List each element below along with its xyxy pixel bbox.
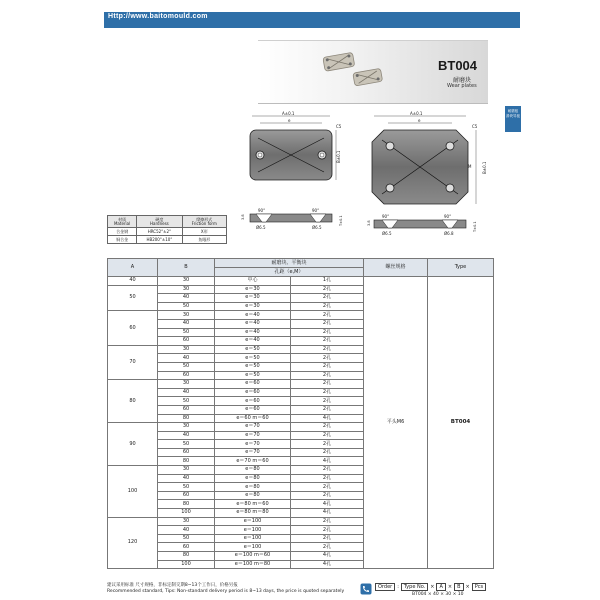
order-format xyxy=(375,583,486,591)
cell-hole-distance: e＝40 xyxy=(215,311,291,320)
cell-hole-distance: e＝50 xyxy=(215,354,291,363)
cell-hole-count: 2孔 xyxy=(291,397,364,406)
phone-icon[interactable] xyxy=(360,583,372,595)
cell-hole-distance: e＝80 m＝60 xyxy=(215,500,291,509)
cell-hole-count: 4孔 xyxy=(291,500,364,509)
header-a: A xyxy=(108,259,158,277)
spec-table xyxy=(107,258,494,569)
hardness-cell: HRC52°±2° xyxy=(137,228,182,236)
cell-b: 80 xyxy=(158,552,215,561)
cell-hole-distance: e＝70 xyxy=(215,431,291,440)
cell-b: 50 xyxy=(158,534,215,543)
cell-b: 80 xyxy=(158,457,215,466)
cell-hole-count: 2孔 xyxy=(291,362,364,371)
cell-hole-count: 2孔 xyxy=(291,311,364,320)
material-row xyxy=(108,228,227,236)
header-type: Type xyxy=(428,259,494,277)
cell-a: 70 xyxy=(108,345,158,379)
cell-hole-count: 1孔 xyxy=(291,277,364,286)
cell-hole-distance: e＝80 xyxy=(215,466,291,475)
cell-hole-count: 4孔 xyxy=(291,457,364,466)
cell-b: 80 xyxy=(158,500,215,509)
cell-hole-count: 2孔 xyxy=(291,526,364,535)
cell-hole-distance: e＝100 xyxy=(215,534,291,543)
cell-b: 30 xyxy=(158,311,215,320)
cell-hole-distance: e＝30 xyxy=(215,302,291,311)
cell-a: 50 xyxy=(108,285,158,311)
cell-b: 60 xyxy=(158,491,215,500)
cell-hole-count: 2孔 xyxy=(291,319,364,328)
header-url[interactable]: Http://www.baitomould.com xyxy=(108,13,208,20)
cell-b: 30 xyxy=(158,380,215,389)
cell-hole-distance: e＝30 xyxy=(215,285,291,294)
order-part-b: B xyxy=(454,583,463,591)
cell-hole-count: 2孔 xyxy=(291,474,364,483)
cell-hole-count: 2孔 xyxy=(291,466,364,475)
height-right: T±0.1 xyxy=(473,221,477,232)
table-row xyxy=(108,277,494,286)
cell-hole-count: 2孔 xyxy=(291,285,364,294)
cell-hole-distance: e＝80 xyxy=(215,491,291,500)
header-screw: 螺丝规格 xyxy=(364,259,428,277)
cell-b: 100 xyxy=(158,560,215,569)
product-name-en: Wear plates xyxy=(447,83,477,89)
dim-right-e: e xyxy=(418,118,421,123)
cell-hole-distance: e＝100 m＝60 xyxy=(215,552,291,561)
cell-hole-distance: e＝80 xyxy=(215,474,291,483)
cell-hole-distance: e＝50 xyxy=(215,362,291,371)
cell-hole-count: 2孔 xyxy=(291,423,364,432)
cell-b: 60 xyxy=(158,337,215,346)
cell-screw-spec: 平头M6 xyxy=(364,277,428,569)
hole-right-2: Ø6.8 xyxy=(444,231,454,236)
angle-right-1: 90° xyxy=(382,214,390,219)
cell-a: 80 xyxy=(108,380,158,423)
cell-hole-count: 2孔 xyxy=(291,517,364,526)
cell-b: 40 xyxy=(158,474,215,483)
header-group: 耐磨块、平衡块 xyxy=(215,259,364,268)
side-tab-line2: 滑块导板 xyxy=(506,113,520,118)
cell-hole-distance: e＝70 xyxy=(215,448,291,457)
dim-right-c: C5 xyxy=(472,124,478,129)
cell-hole-distance: e＝40 xyxy=(215,337,291,346)
cell-hole-distance: e＝60 xyxy=(215,388,291,397)
cell-hole-distance: e＝100 xyxy=(215,526,291,535)
depth-left: 3.8 xyxy=(241,214,245,220)
hole-right-1: Ø6.5 xyxy=(382,231,392,236)
cell-b: 40 xyxy=(158,431,215,440)
cell-b: 50 xyxy=(158,328,215,337)
cell-b: 50 xyxy=(158,440,215,449)
material-header-cell: 摩擦形式 Friction form xyxy=(182,216,226,228)
friction-cell: 鱼眼形 xyxy=(182,236,226,244)
cell-b: 40 xyxy=(158,526,215,535)
cell-b: 40 xyxy=(158,354,215,363)
cell-b: 30 xyxy=(158,517,215,526)
cell-b: 50 xyxy=(158,302,215,311)
cell-hole-distance: e＝50 xyxy=(215,345,291,354)
cell-a: 90 xyxy=(108,423,158,466)
depth-right: 3.8 xyxy=(367,220,371,226)
cell-hole-distance: 中心 xyxy=(215,277,291,286)
cell-hole-distance: e＝70 m＝60 xyxy=(215,457,291,466)
angle-left-2: 90° xyxy=(312,208,320,213)
side-category-tab[interactable] xyxy=(505,106,521,132)
cell-type: BT004 xyxy=(428,277,494,569)
cell-hole-count: 2孔 xyxy=(291,534,364,543)
material-row xyxy=(108,236,227,244)
dim-left-e: e xyxy=(288,118,291,123)
order-equals: : xyxy=(397,584,399,590)
dim-right-a: A±0.1 xyxy=(410,111,423,116)
order-times: × xyxy=(447,584,453,590)
order-label: Order xyxy=(375,583,395,591)
cell-b: 50 xyxy=(158,397,215,406)
cell-hole-distance: e＝30 xyxy=(215,294,291,303)
cell-hole-count: 2孔 xyxy=(291,405,364,414)
cell-hole-distance: e＝60 xyxy=(215,397,291,406)
cell-hole-distance: e＝40 xyxy=(215,328,291,337)
material-table xyxy=(107,215,227,244)
product-code: BT004 xyxy=(438,58,478,73)
material-cell: 铜合金 xyxy=(108,236,137,244)
cell-hole-count: 4孔 xyxy=(291,560,364,569)
cell-hole-distance: e＝80 m＝80 xyxy=(215,509,291,518)
dim-left-a: A±0.1 xyxy=(282,111,295,116)
cell-b: 40 xyxy=(158,319,215,328)
cell-hole-count: 2孔 xyxy=(291,491,364,500)
cell-hole-count: 4孔 xyxy=(291,414,364,423)
cell-hole-count: 2孔 xyxy=(291,294,364,303)
cell-hole-count: 2孔 xyxy=(291,448,364,457)
cell-hole-distance: e＝70 xyxy=(215,423,291,432)
cell-b: 30 xyxy=(158,345,215,354)
cell-hole-count: 2孔 xyxy=(291,354,364,363)
cell-hole-distance: e＝60 m＝60 xyxy=(215,414,291,423)
cell-hole-distance: e＝50 xyxy=(215,371,291,380)
dim-right-m: M xyxy=(468,164,472,169)
order-times: × xyxy=(465,584,470,590)
material-cell: 合金钢 xyxy=(108,228,137,236)
cell-b: 50 xyxy=(158,362,215,371)
cell-a: 100 xyxy=(108,466,158,518)
material-header-cell: 材质 Material xyxy=(108,216,137,228)
order-part-a: A xyxy=(436,583,445,591)
cell-b: 60 xyxy=(158,371,215,380)
cell-b: 80 xyxy=(158,414,215,423)
cell-hole-distance: e＝80 xyxy=(215,483,291,492)
header-hole-distance: 孔距（e,M） xyxy=(215,268,364,277)
cell-hole-count: 2孔 xyxy=(291,371,364,380)
cell-b: 40 xyxy=(158,388,215,397)
cell-a: 40 xyxy=(108,277,158,286)
dim-left-c: C5 xyxy=(336,124,342,129)
hole-left-2: Ø6.5 xyxy=(312,225,322,230)
cell-hole-count: 2孔 xyxy=(291,440,364,449)
cell-hole-distance: e＝60 xyxy=(215,380,291,389)
cell-hole-distance: e＝70 xyxy=(215,440,291,449)
spec-header-row xyxy=(108,259,494,268)
cell-b: 30 xyxy=(158,285,215,294)
cell-b: 40 xyxy=(158,294,215,303)
cell-hole-count: 2孔 xyxy=(291,543,364,552)
cell-hole-distance: e＝100 xyxy=(215,517,291,526)
order-times: × xyxy=(430,584,435,590)
cell-b: 30 xyxy=(158,423,215,432)
order-part-pcs: Pcs xyxy=(472,583,486,591)
cell-hole-count: 2孔 xyxy=(291,431,364,440)
side-tab-line1: 耐磨板 xyxy=(507,109,519,113)
cell-b: 60 xyxy=(158,405,215,414)
height-left: T±0.1 xyxy=(339,215,343,226)
hole-left-1: Ø6.5 xyxy=(256,225,266,230)
footer-note-cn: 建议采用标准 尺寸规格，非标定制交期8~13个工作日，价格另报 xyxy=(107,583,238,588)
cell-hole-count: 2孔 xyxy=(291,380,364,389)
cell-hole-count: 2孔 xyxy=(291,388,364,397)
product-name-cn: 耐磨块 xyxy=(453,77,472,84)
cell-hole-count: 4孔 xyxy=(291,552,364,561)
angle-right-2: 90° xyxy=(444,214,452,219)
order-part-type: Type No. xyxy=(401,583,428,591)
dim-right-b: B±0.1 xyxy=(482,161,487,174)
header-b: B xyxy=(158,259,215,277)
angle-left-1: 90° xyxy=(258,208,266,213)
cell-hole-distance: e＝40 xyxy=(215,319,291,328)
cell-hole-count: 4孔 xyxy=(291,509,364,518)
cell-b: 50 xyxy=(158,483,215,492)
product-photo xyxy=(318,51,388,91)
cell-hole-distance: e＝100 m＝80 xyxy=(215,560,291,569)
cell-hole-count: 2孔 xyxy=(291,302,364,311)
drawing-two-hole xyxy=(232,108,354,242)
cell-b: 30 xyxy=(158,277,215,286)
cell-hole-count: 2孔 xyxy=(291,328,364,337)
cell-b: 100 xyxy=(158,509,215,518)
hardness-cell: HB200°±10° xyxy=(137,236,182,244)
cell-a: 120 xyxy=(108,517,158,569)
drawing-four-hole xyxy=(364,108,498,242)
cell-b: 30 xyxy=(158,466,215,475)
cell-hole-count: 2孔 xyxy=(291,345,364,354)
cell-b: 60 xyxy=(158,448,215,457)
material-header-row xyxy=(108,216,227,228)
material-header-cell: 硬度 Hardness xyxy=(137,216,182,228)
cell-hole-count: 2孔 xyxy=(291,483,364,492)
cell-hole-count: 2孔 xyxy=(291,337,364,346)
footer-note-en: Recommended standard, Tips: Non-standard delivery period is 8~13 days, the price is quoted separately xyxy=(107,589,345,594)
cell-a: 60 xyxy=(108,311,158,345)
cell-b: 60 xyxy=(158,543,215,552)
friction-cell: X形 xyxy=(182,228,226,236)
order-sample: BT004 × 40 × 30 × 10 xyxy=(412,592,464,597)
cell-hole-distance: e＝60 xyxy=(215,405,291,414)
cell-hole-distance: e＝100 xyxy=(215,543,291,552)
dim-left-b: B±0.1 xyxy=(336,150,341,163)
spec-body xyxy=(108,277,494,569)
